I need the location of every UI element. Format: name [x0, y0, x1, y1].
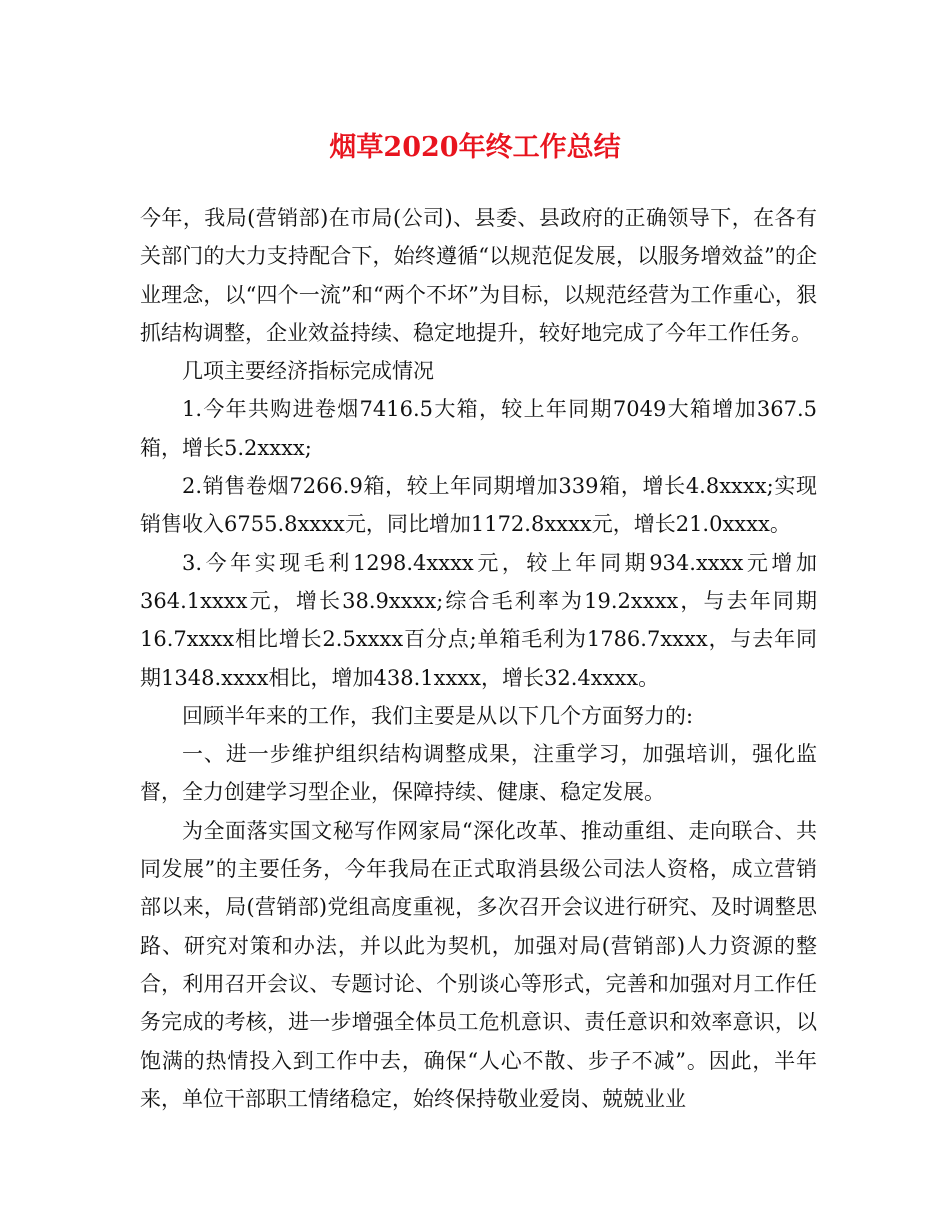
paragraph-section-one: 一、进一步维护组织结构调整成果，注重学习，加强培训，强化监督，全力创建学习型企业，保障持续、健康、稳定发展。 — [140, 742, 817, 805]
paragraph-item-2: 2.销售卷烟7266.9箱，较上年同期增加339箱，增长4.8xxxx;实现销售收入6755.8xxxx元，同比增加1172.8xxxx元，增长21.0xxxx。 — [140, 474, 817, 537]
paragraph-intro: 今年，我局(营销部)在市局(公司)、县委、县政府的正确领导下，在各有关部门的大力支持配合下，始终遵循“以规范促发展，以服务增效益”的企业理念，以“四个一流”和“两个不坏”为目标，以规范经营为工作重心，狠抓结构调整，企业效益持续、稳定地提升，较好地完成了今年工作任务。 — [140, 206, 817, 345]
paragraph-item-1: 1.今年共购进卷烟7416.5大箱，较上年同期7049大箱增加367.5箱，增长5.2xxxx; — [140, 397, 817, 460]
paragraph-item-3: 3.今年实现毛利1298.4xxxx元，较上年同期934.xxxx元增加364.1xxxx元，增长38.9xxxx;综合毛利率为19.2xxxx，与去年同期16.7xxxx相比增长2.5xxxx百分点;单箱毛利为1786.7xxxx，与去年同期1348.xxxx相比，增加438.1xxxx，增长32.4xxxx。 — [140, 550, 817, 690]
paragraph-indicators-heading: 几项主要经济指标完成情况 — [182, 359, 434, 384]
paragraph-section-one-body: 为全面落实国文秘写作网家局“深化改革、推动重组、走向联合、共同发展”的主要任务，今年我局在正式取消县级公司法人资格，成立营销部以来，局(营销部)党组高度重视，多次召开会议进行研究、及时调整思路、研究对策和办法，并以此为契机，加强对局(营销部)人力资源的整合，利用召开会议、专题讨论、个别谈心等形式，完善和加强对月工作任务完成的考核，进一步增强全体员工危机意识、责任意识和效率意识，以饱满的热情投入到工作中去，确保“人心不散、步子不减”。因此，半年来，单位干部职工情绪稳定，始终保持敬业爱岗、兢兢业业 — [140, 818, 817, 1111]
document-title: 烟草2020年终工作总结 — [329, 132, 621, 163]
document-body — [140, 199, 817, 1118]
paragraph-review: 回顾半年来的工作，我们主要是从以下几个方面努力的: — [182, 703, 694, 728]
